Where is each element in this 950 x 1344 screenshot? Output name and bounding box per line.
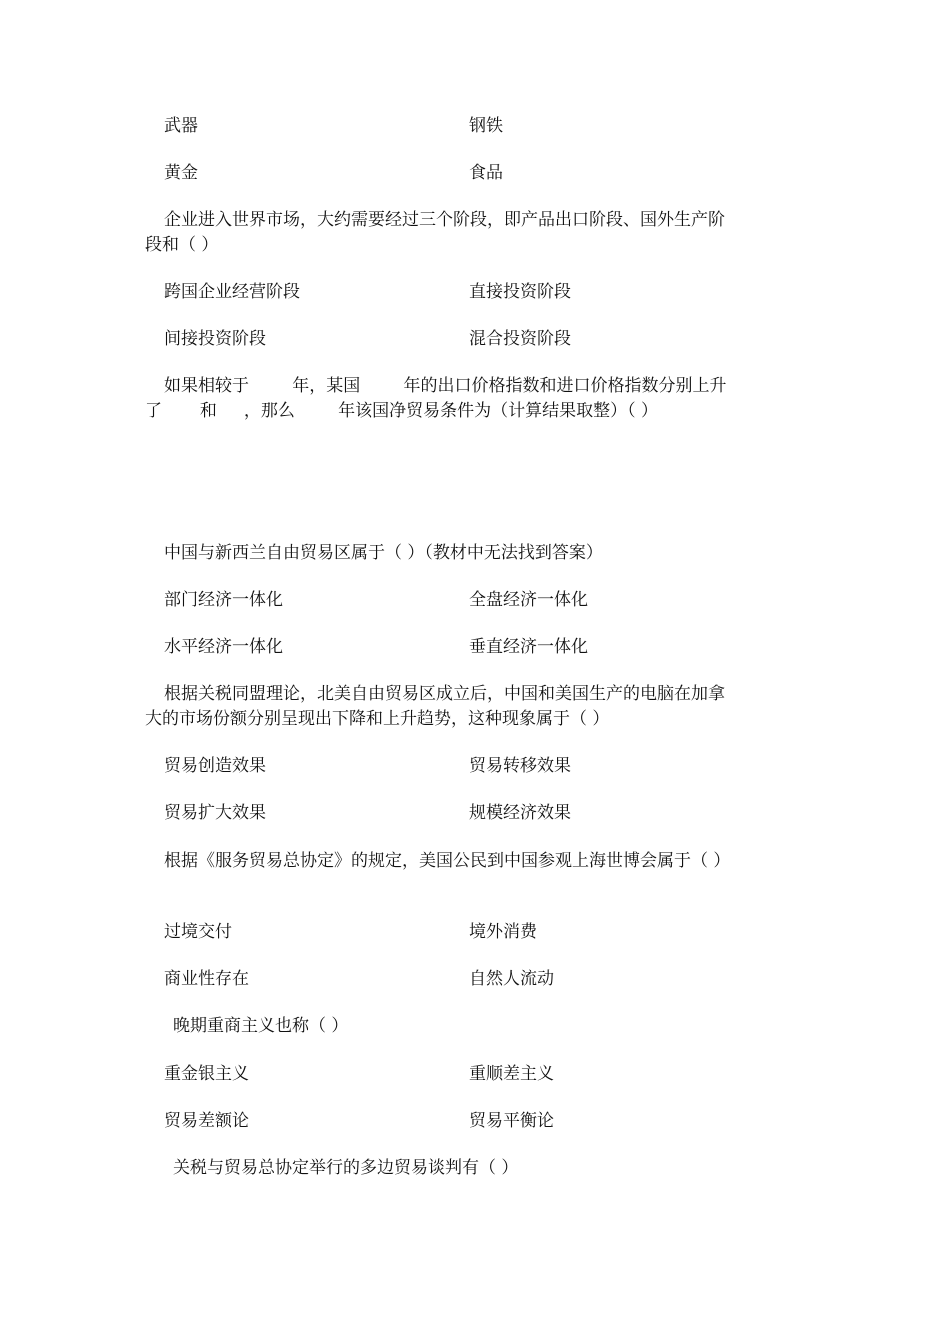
option-f: 食品 xyxy=(469,163,503,183)
question-stem-continued: 段和（ ） xyxy=(145,235,219,255)
question-stem-continued: 大的市场份额分别呈现出下降和上升趋势，这种现象属于（ ） xyxy=(145,709,610,729)
option-b: 境外消费 xyxy=(469,922,537,942)
question-stem-continued: 了 和 ，那么 年该国净贸易条件为（计算结果取整）（ ） xyxy=(145,401,658,421)
option-a: 跨国企业经营阶段 xyxy=(164,282,300,302)
option-a: 贸易创造效果 xyxy=(164,756,266,776)
option-c: 水平经济一体化 xyxy=(164,637,283,657)
option-d: 自然人流动 xyxy=(469,969,554,989)
question-stem: 根据关税同盟理论，北美自由贸易区成立后，中国和美国生产的电脑在加拿 xyxy=(164,684,725,704)
option-c: 贸易差额论 xyxy=(164,1111,249,1131)
option-b: 贸易转移效果 xyxy=(469,756,571,776)
option-c: 商业性存在 xyxy=(164,969,249,989)
question-stem: 中国与新西兰自由贸易区属于（ ）（教材中无法找到答案） xyxy=(164,543,603,563)
option-a: 过境交付 xyxy=(164,922,232,942)
option-e: 黄金 xyxy=(164,163,198,183)
option-b: 重顺差主义 xyxy=(469,1064,554,1084)
option-b: 全盘经济一体化 xyxy=(469,590,588,610)
option-d: 贸易平衡论 xyxy=(469,1111,554,1131)
option-c: 间接投资阶段 xyxy=(164,329,266,349)
option-d: 混合投资阶段 xyxy=(469,329,571,349)
question-stem: 企业进入世界市场，大约需要经过三个阶段，即产品出口阶段、国外生产阶 xyxy=(164,210,725,230)
option-a: 部门经济一体化 xyxy=(164,590,283,610)
option-d: 垂直经济一体化 xyxy=(469,637,588,657)
option-d: 钢铁 xyxy=(469,116,503,136)
option-c: 武器 xyxy=(164,116,198,136)
question-stem: 关税与贸易总协定举行的多边贸易谈判有（ ） xyxy=(173,1158,519,1178)
option-a: 重金银主义 xyxy=(164,1064,249,1084)
question-stem: 如果相较于 年，某国 年的出口价格指数和进口价格指数分别上升 xyxy=(164,376,727,396)
question-stem: 晚期重商主义也称（ ） xyxy=(173,1016,349,1036)
option-c: 贸易扩大效果 xyxy=(164,803,266,823)
question-stem: 根据《服务贸易总协定》的规定，美国公民到中国参观上海世博会属于（ ） xyxy=(164,851,731,871)
option-b: 直接投资阶段 xyxy=(469,282,571,302)
option-d: 规模经济效果 xyxy=(469,803,571,823)
